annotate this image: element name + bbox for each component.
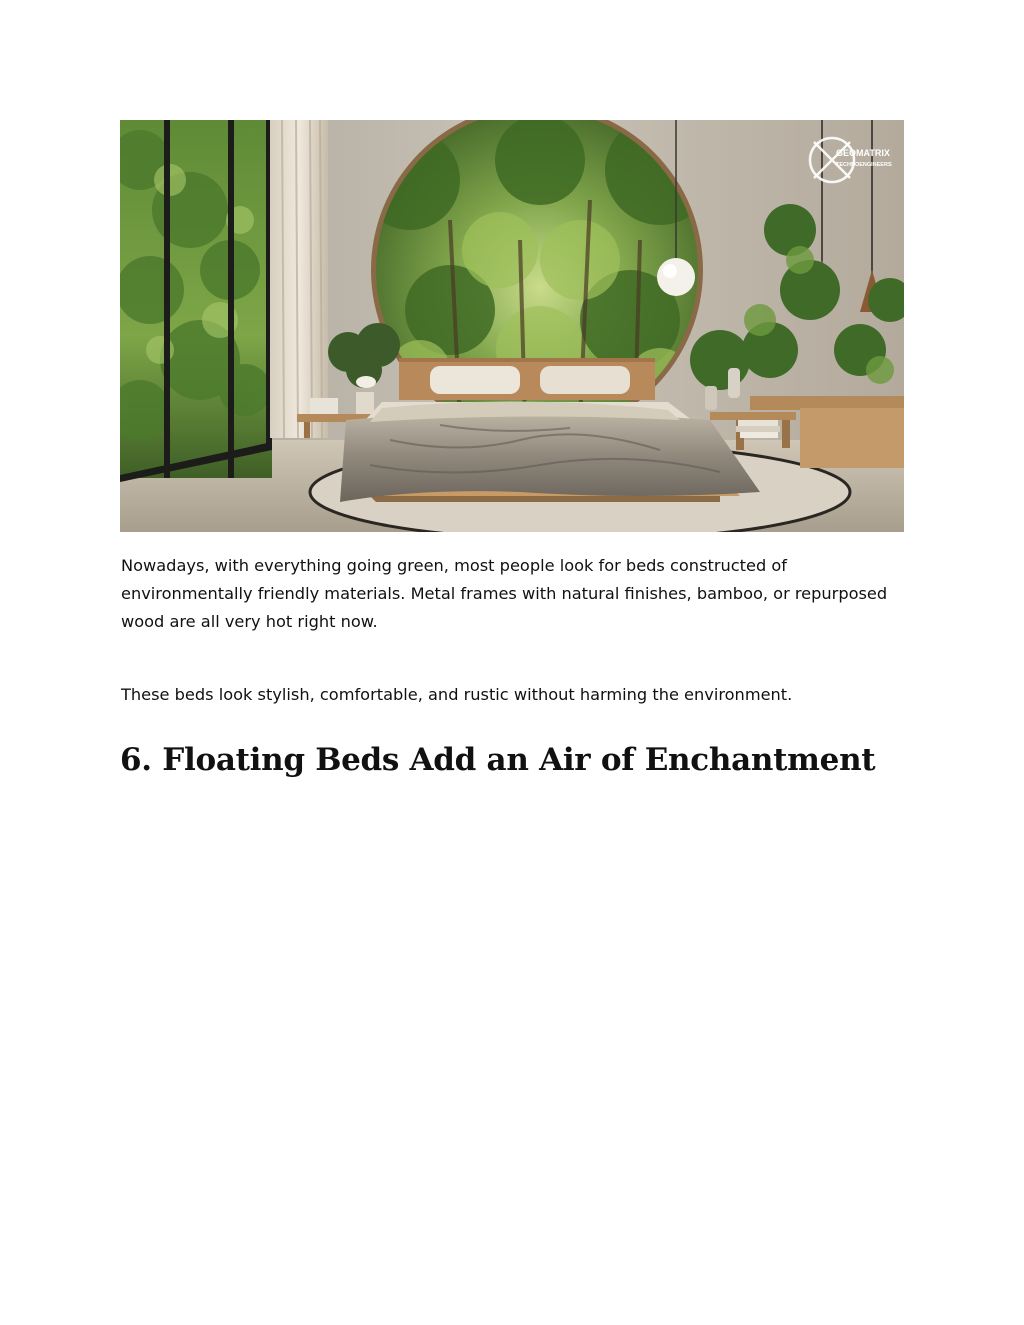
logo-line-2: TECHNOENGINEERS bbox=[836, 162, 892, 168]
bedroom-photo bbox=[120, 120, 904, 532]
paragraph-eco-materials: Nowadays, with everything going green, most people look for beds constructed of environmentally friendly materials. Metal frames with natural finishes, bamboo, or repurposed wood are all very hot right now. bbox=[121, 556, 888, 631]
bedroom-illustration bbox=[120, 120, 904, 532]
logo-line-1: GEOMATRIX bbox=[836, 148, 890, 158]
section-heading: 6. Floating Beds Add an Air of Enchantment bbox=[120, 742, 876, 778]
paragraph-stylish-beds: These beds look stylish, comfortable, and rustic without harming the environment. bbox=[121, 685, 793, 704]
